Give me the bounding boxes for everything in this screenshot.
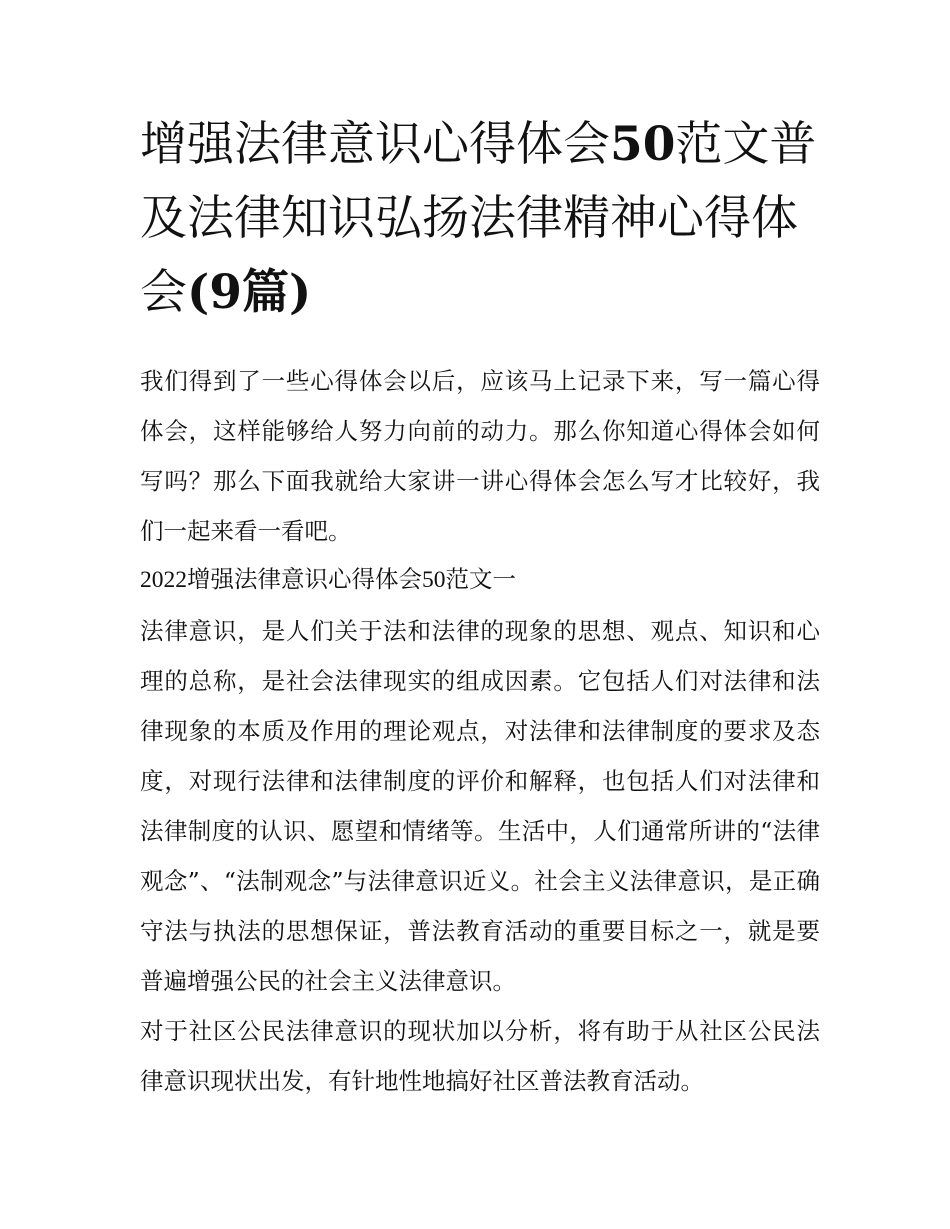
document-body <box>140 356 820 1106</box>
body-paragraph-1: 法律意识，是人们关于法和法律的现象的思想、观点、知识和心理的总称，是社会法律现实的组成因素。它包括人们对法律和法律现象的本质及作用的理论观点，对法律和法律制度的要求及态度，对现行法律和法律制度的评价和解释，也包括人们对法律和法律制度的认识、愿望和情绪等。生活中，人们通常所讲的“法律观念”、“法制观念”与法律意识近义。社会主义法律意识，是正确守法与执法的思想保证，普法教育活动的重要目标之一，就是要普遍增强公民的社会主义法律意识。 <box>140 617 820 995</box>
title-text-2: 范文普及法律知识弘扬法律精神心得体会 <box>140 117 817 320</box>
title-text-1: 增强法律意识心得体会 <box>140 117 610 172</box>
title-count-open: (9 <box>187 265 242 320</box>
document-title <box>140 108 820 330</box>
title-number: 50 <box>610 117 676 172</box>
title-count-close: 篇) <box>241 265 312 320</box>
intro-paragraph: 我们得到了一些心得体会以后，应该马上记录下来，写一篇心得体会，这样能够给人努力向前的动力。那么你知道心得体会如何写吗？那么下面我就给大家讲一讲心得体会怎么写才比较好，我们一起来看一看吧。 <box>140 367 820 545</box>
section-heading: 2022增强法律意识心得体会50范文一 <box>140 567 516 593</box>
body-paragraph-2: 对于社区公民法律意识的现状加以分析，将有助于从社区公民法律意识现状出发，有针地性地搞好社区普法教育活动。 <box>140 1017 820 1095</box>
